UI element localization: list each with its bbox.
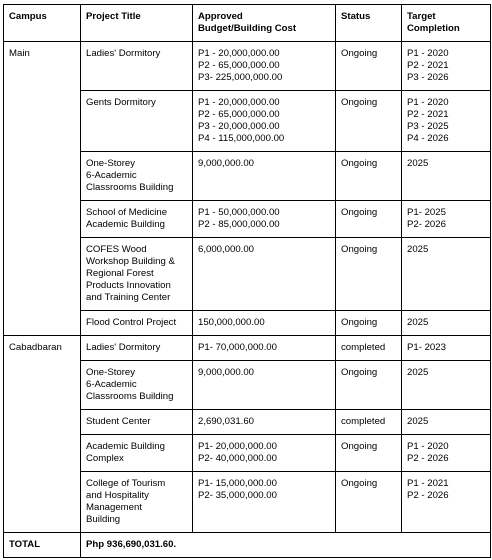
target-cell-line: P1 - 2021: [407, 478, 449, 489]
budget-cell-line: P3 - 20,000,000.00: [198, 121, 280, 132]
target-cell-line: 2025: [407, 317, 429, 328]
project-title-cell: [81, 435, 193, 472]
target-cell-line: P3 - 2025: [407, 121, 449, 132]
target-cell-line: P2 - 2026: [407, 490, 449, 501]
budget-cell-line: 6,000,000.00: [198, 244, 255, 255]
project-title-cell-line: Ladies' Dormitory: [86, 48, 161, 59]
project-title-cell-line: Complex: [86, 453, 124, 464]
target-cell: [402, 91, 491, 152]
header-target: Target Completion: [402, 5, 491, 42]
campus-cell: Main: [4, 42, 81, 336]
project-title-cell-line: Classrooms Building: [86, 391, 174, 402]
project-title-cell-line: Building: [86, 514, 121, 525]
target-cell-line: 2025: [407, 367, 429, 378]
budget-cell-line: P2 - 65,000,000.00: [198, 109, 280, 120]
budget-cell-line: P1 - 20,000,000.00: [198, 97, 280, 108]
project-title-cell-line: Student Center: [86, 416, 151, 427]
target-cell: [402, 410, 491, 435]
project-title-cell-line: and Training Center: [86, 292, 171, 303]
budget-cell: [193, 361, 336, 410]
target-cell-line: P1 - 2020: [407, 97, 449, 108]
budget-cell: [193, 311, 336, 336]
budget-cell-line: P4 - 115,000,000.00: [198, 133, 285, 144]
budget-cell-line: P3- 225,000,000.00: [198, 72, 283, 83]
target-cell: [402, 472, 491, 533]
project-title-cell: [81, 361, 193, 410]
target-cell: [402, 42, 491, 91]
project-title-cell: [81, 201, 193, 238]
status-cell: Ongoing: [336, 472, 402, 533]
project-title-cell-line: and Hospitality: [86, 490, 149, 501]
project-title-cell-line: Flood Control Project: [86, 317, 177, 328]
budget-cell-line: P1- 70,000,000.00: [198, 342, 277, 353]
header-campus: Campus: [4, 5, 81, 42]
budget-cell: [193, 410, 336, 435]
target-cell-line: 2025: [407, 244, 429, 255]
target-cell-line: P2 - 2026: [407, 453, 449, 464]
status-cell: Ongoing: [336, 361, 402, 410]
target-cell-line: P2- 2026: [407, 219, 446, 230]
budget-cell-line: 2,690,031.60: [198, 416, 255, 427]
status-cell: Ongoing: [336, 91, 402, 152]
budget-cell-line: P1- 15,000,000.00: [198, 478, 277, 489]
budget-cell-line: P1 - 20,000,000.00: [198, 48, 280, 59]
target-cell-line: P2 - 2021: [407, 109, 449, 120]
header-project-title: Project Title: [81, 5, 193, 42]
budget-cell: [193, 42, 336, 91]
project-title-cell-line: College of Tourism: [86, 478, 166, 489]
budget-cell-line: P2- 35,000,000.00: [198, 490, 277, 501]
target-cell: [402, 311, 491, 336]
status-cell: Ongoing: [336, 311, 402, 336]
budget-cell: [193, 472, 336, 533]
project-title-cell-line: Academic Building: [86, 219, 165, 230]
project-title-cell: [81, 311, 193, 336]
project-title-cell: [81, 42, 193, 91]
status-cell: Ongoing: [336, 152, 402, 201]
status-cell: Ongoing: [336, 238, 402, 311]
status-cell: Ongoing: [336, 201, 402, 238]
budget-cell-line: 9,000,000.00: [198, 158, 255, 169]
project-title-cell: [81, 238, 193, 311]
project-title-cell-line: 6-Academic: [86, 379, 137, 390]
total-value: Php 936,690,031.60.: [81, 533, 491, 558]
target-cell-line: P3 - 2026: [407, 72, 449, 83]
project-title-cell-line: One-Storey: [86, 367, 136, 378]
project-title-cell-line: COFES Wood: [86, 244, 147, 255]
budget-cell: [193, 91, 336, 152]
target-cell: [402, 435, 491, 472]
budget-cell-line: P1- 20,000,000.00: [198, 441, 277, 452]
budget-cell: [193, 152, 336, 201]
target-cell-line: 2025: [407, 158, 429, 169]
table-row: [4, 42, 491, 91]
header-status: Status: [336, 5, 402, 42]
budget-cell-line: P1 - 50,000,000.00: [198, 207, 280, 218]
budget-cell: [193, 336, 336, 361]
target-cell-line: P1- 2025: [407, 207, 446, 218]
budget-cell: [193, 435, 336, 472]
status-cell: completed: [336, 410, 402, 435]
table-row: [4, 336, 491, 361]
target-cell: [402, 152, 491, 201]
project-title-cell: [81, 91, 193, 152]
total-row: [4, 533, 491, 558]
target-cell-line: 2025: [407, 416, 429, 427]
budget-cell-line: P2 - 65,000,000.00: [198, 60, 280, 71]
project-title-cell: [81, 410, 193, 435]
project-title-cell-line: Management: [86, 502, 142, 513]
target-cell: [402, 238, 491, 311]
projects-table: [3, 4, 491, 558]
project-title-cell: [81, 152, 193, 201]
target-cell-line: P1 - 2020: [407, 48, 449, 59]
project-title-cell-line: Classrooms Building: [86, 182, 174, 193]
target-cell-line: P1 - 2020: [407, 441, 449, 452]
budget-cell-line: P2 - 85,000,000.00: [198, 219, 280, 230]
target-cell: [402, 361, 491, 410]
target-cell: [402, 336, 491, 361]
header-row: [4, 5, 491, 42]
project-title-cell-line: Workshop Building &: [86, 256, 175, 267]
target-cell: [402, 201, 491, 238]
project-title-cell-line: Gents Dormitory: [86, 97, 156, 108]
target-cell-line: P4 - 2026: [407, 133, 449, 144]
budget-cell: [193, 238, 336, 311]
status-cell: Ongoing: [336, 42, 402, 91]
target-cell-line: P2 - 2021: [407, 60, 449, 71]
project-title-cell: [81, 336, 193, 361]
target-cell-line: P1- 2023: [407, 342, 446, 353]
project-title-cell-line: Products Innovation: [86, 280, 171, 291]
header-budget: Approved Budget/Building Cost: [193, 5, 336, 42]
status-cell: Ongoing: [336, 435, 402, 472]
campus-cell: Cabadbaran: [4, 336, 81, 533]
budget-cell: [193, 201, 336, 238]
project-title-cell-line: Academic Building: [86, 441, 165, 452]
status-cell: completed: [336, 336, 402, 361]
project-title-cell-line: One-Storey: [86, 158, 136, 169]
project-title-cell-line: Ladies' Dormitory: [86, 342, 161, 353]
budget-cell-line: P2- 40,000,000.00: [198, 453, 277, 464]
budget-cell-line: 150,000,000.00: [198, 317, 265, 328]
project-title-cell-line: 6-Academic: [86, 170, 137, 181]
budget-cell-line: 9,000,000.00: [198, 367, 255, 378]
total-label: TOTAL: [4, 533, 81, 558]
project-title-cell-line: School of Medicine: [86, 207, 168, 218]
project-title-cell: [81, 472, 193, 533]
project-title-cell-line: Regional Forest: [86, 268, 154, 279]
